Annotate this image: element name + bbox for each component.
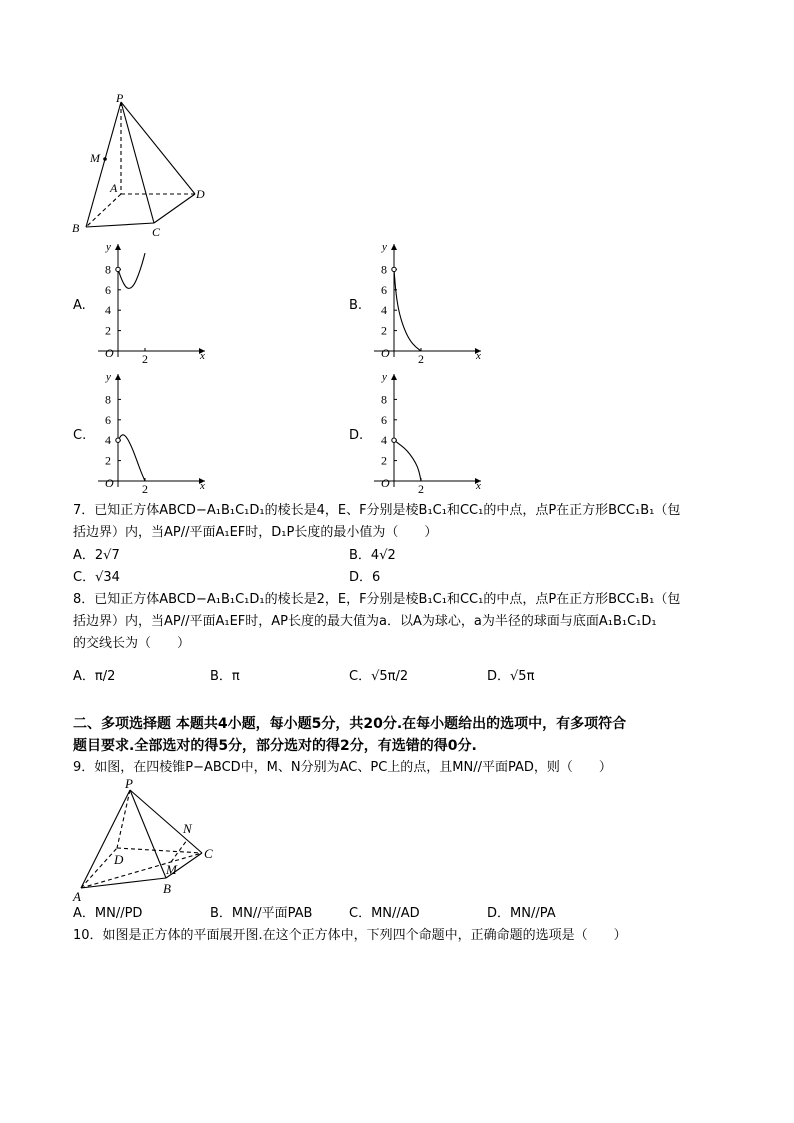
x-axis-label: x	[200, 350, 205, 362]
x-axis-label: x	[476, 350, 481, 362]
vertex-label-b: B	[163, 881, 171, 896]
pyramid-figure-q6	[68, 90, 218, 240]
q8-line2: 括边界）内，当AP//平面A₁EF时，AP长度的最大值为a．以A为球心，a为半径的球面与底面A₁B₁C₁D₁	[73, 614, 657, 629]
y-tick-label: 8	[381, 262, 387, 277]
x-tick-label: 2	[418, 352, 424, 363]
x-tick-label: 2	[142, 352, 148, 363]
function-curve	[394, 269, 421, 351]
x-axis-label: x	[200, 480, 205, 492]
point-label-m: M	[166, 862, 177, 877]
y-tick-label: 4	[105, 433, 111, 448]
origin-label: O	[381, 476, 390, 490]
vertex-label-a: A	[110, 181, 118, 195]
point-label-m: M	[90, 151, 100, 165]
graph-d	[366, 368, 496, 493]
y-axis-arrow	[391, 244, 397, 250]
graph-option-a-label: A.	[73, 298, 86, 313]
y-axis-label: y	[106, 371, 111, 383]
q7-option-d: D．6	[349, 570, 381, 585]
q7-option-c: C．√34	[73, 570, 120, 585]
y-tick-label: 4	[381, 433, 387, 448]
x-tick-label: 2	[418, 482, 424, 493]
graph-b	[366, 238, 496, 363]
y-axis-label: y	[382, 241, 387, 253]
y-axis-arrow	[115, 374, 121, 380]
section2-heading-line1: 二、多项选择题 本题共4小题，每小题5分，共20分.在每小题给出的选项中，有多项符合	[73, 716, 627, 732]
y-tick-label: 2	[381, 323, 387, 338]
q9-option-b: B．MN//平面PAB	[210, 906, 313, 921]
vertex-label-p: P	[125, 776, 133, 791]
y-tick-label: 6	[381, 412, 387, 427]
q7-option-b: B．4√2	[349, 548, 396, 563]
y-tick-label: 2	[105, 453, 111, 468]
q9-option-a: A．MN//PD	[73, 906, 143, 921]
y-tick-label: 8	[105, 392, 111, 407]
section2-heading-line2: 题目要求.全部选对的得5分，部分选对的得2分，有选错的得0分.	[73, 738, 477, 754]
q7-line1: 7．已知正方体ABCD−A₁B₁C₁D₁的棱长是4，E、F分别是棱B₁C₁和CC₁的中点，点P在正方形BCC₁B₁（包	[73, 503, 681, 518]
pyramid-figure-q9	[70, 776, 230, 906]
graph-option-b-label: B.	[349, 298, 363, 313]
point-label-n: N	[183, 821, 192, 836]
y-tick-label: 8	[105, 262, 111, 277]
q9-option-c: C．MN//AD	[349, 906, 420, 921]
y-axis-label: y	[106, 241, 111, 253]
q8-option-a: A．π/2	[73, 669, 116, 684]
vertex-label-a: A	[73, 889, 81, 904]
y-tick-label: 6	[105, 282, 111, 297]
y-tick-label: 8	[381, 392, 387, 407]
y-tick-label: 2	[105, 323, 111, 338]
q7-option-a: A．2√7	[73, 548, 120, 563]
graph-option-d-label: D.	[349, 428, 364, 443]
graph-c	[90, 368, 220, 493]
origin-label: O	[105, 346, 114, 360]
q9-line1: 9．如图，在四棱锥P−ABCD中，M、N分别为AC、PC上的点，且MN//平面PAD，则（ ）	[73, 760, 612, 775]
function-curve	[118, 253, 145, 288]
q8-line1: 8．已知正方体ABCD−A₁B₁C₁D₁的棱长是2，E，F分别是棱B₁C₁和CC₁的中点，点P在正方形BCC₁B₁（包	[73, 592, 681, 607]
y-tick-label: 4	[381, 303, 387, 318]
y-tick-label: 4	[105, 303, 111, 318]
open-endpoint	[116, 438, 120, 442]
q8-option-c: C．√5π/2	[349, 669, 409, 684]
q7-line2: 括边界）内，当AP//平面A₁EF时，D₁P长度的最小值为（ ）	[73, 525, 438, 540]
open-endpoint	[392, 438, 396, 442]
q8-option-b: B．π	[210, 669, 240, 684]
y-tick-label: 6	[381, 282, 387, 297]
open-endpoint	[392, 267, 396, 271]
q8-option-d: D．√5π	[487, 669, 535, 684]
y-axis-arrow	[391, 374, 397, 380]
function-curve	[118, 435, 145, 481]
vertex-label-d: D	[114, 852, 124, 867]
origin-label: O	[105, 476, 114, 490]
y-axis-arrow	[115, 244, 121, 250]
graph-a	[90, 238, 220, 363]
vertex-label-b: B	[72, 221, 80, 235]
vertex-label-p: P	[116, 91, 124, 105]
x-tick-label: 2	[142, 482, 148, 493]
y-axis-label: y	[382, 371, 387, 383]
origin-label: O	[381, 346, 390, 360]
vertex-label-d: D	[196, 187, 205, 201]
open-endpoint	[116, 267, 120, 271]
q9-option-d: D．MN//PA	[487, 906, 556, 921]
q8-line3: 的交线长为（ ）	[73, 636, 191, 651]
y-tick-label: 6	[105, 412, 111, 427]
vertex-label-c: C	[204, 846, 213, 861]
graph-option-c-label: C.	[73, 428, 87, 443]
y-tick-label: 2	[381, 453, 387, 468]
vertex-label-c: C	[152, 225, 161, 239]
x-axis-label: x	[476, 480, 481, 492]
function-curve	[394, 440, 421, 481]
q10-line1: 10．如图是正方体的平面展开图.在这个正方体中，下列四个命题中，正确命题的选项是（ ）	[73, 928, 627, 943]
